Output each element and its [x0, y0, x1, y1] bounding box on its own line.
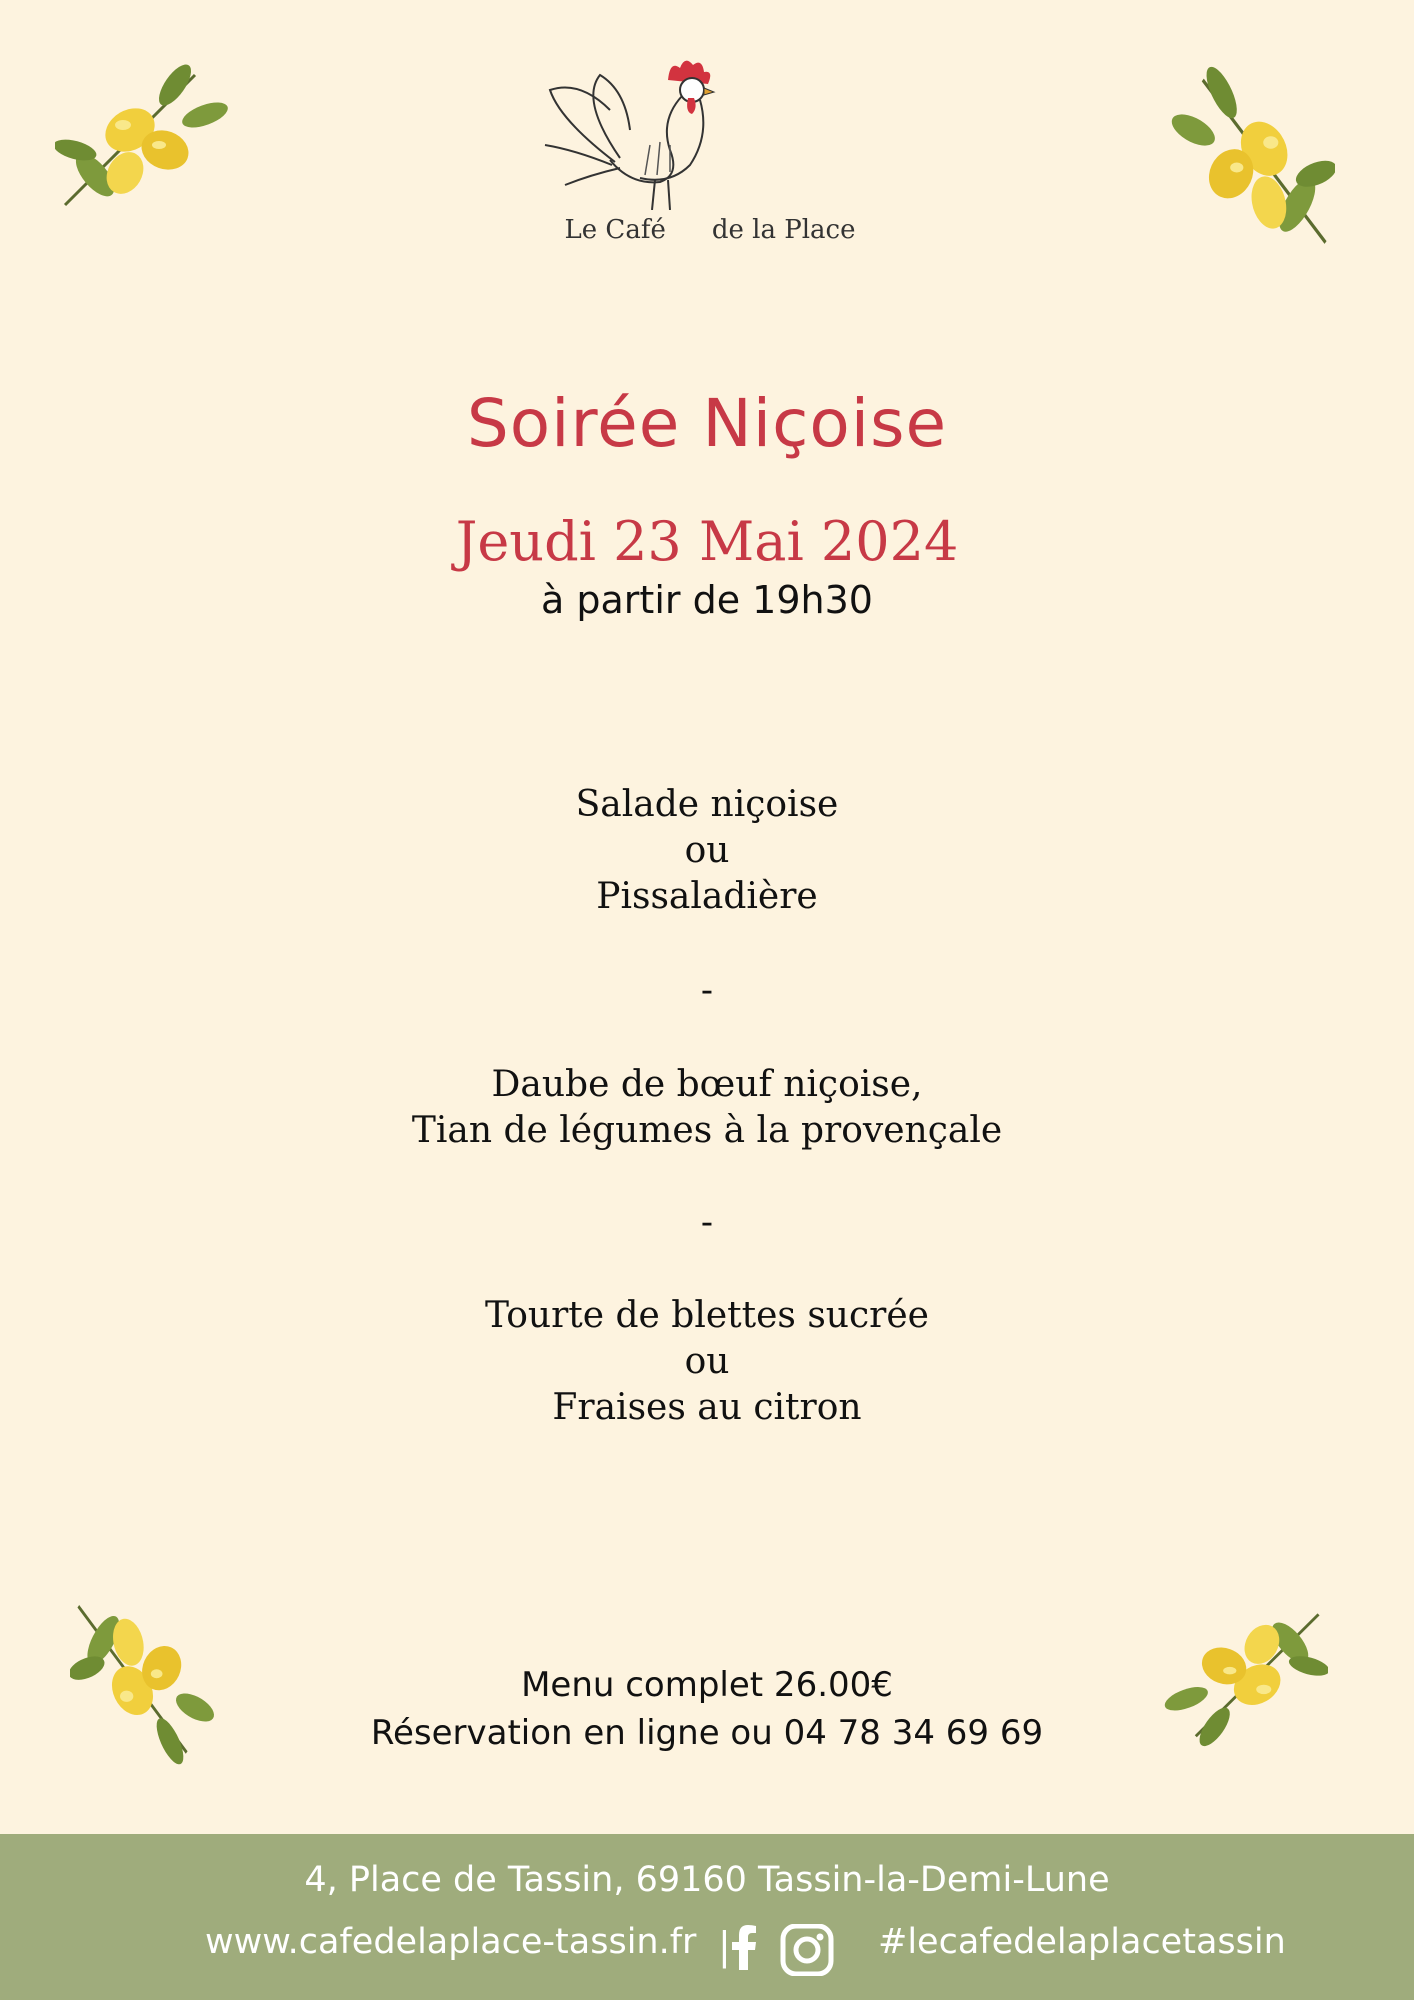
footer-bar	[0, 1834, 1414, 2000]
menu-starters	[0, 782, 1414, 920]
facebook-link[interactable]	[718, 1924, 758, 1972]
event-date: Jeudi 23 Mai 2024	[455, 510, 959, 573]
menu-item: Fraises au citron	[552, 1387, 862, 1428]
menu-item: Salade niçoise	[575, 784, 839, 825]
instagram-icon[interactable]	[780, 1924, 836, 1976]
reservation-info: Réservation en ligne ou 04 78 34 69 69	[370, 1713, 1044, 1753]
rooster-icon	[520, 50, 900, 210]
hashtag[interactable]: #lecafedelaplacetassin	[878, 1922, 1286, 1962]
facebook-icon	[730, 1924, 758, 1970]
menu-item: Tourte de blettes sucrée	[485, 1295, 929, 1336]
brand-name	[520, 215, 900, 245]
menu-item: Tian de légumes à la provençale	[411, 1110, 1003, 1151]
menu-separator: -	[700, 1202, 714, 1243]
brand-name-left: Le Café	[564, 215, 666, 245]
brand-name-right: de la Place	[711, 215, 856, 245]
lemon-branch-icon-top-right	[1165, 55, 1335, 255]
lemon-branch-icon-top-left	[55, 55, 235, 215]
menu-separator: -	[700, 970, 714, 1011]
menu-price: Menu complet 26.00€	[521, 1665, 893, 1705]
menu-or: ou	[684, 1341, 730, 1382]
page-title: Soirée Niçoise	[466, 385, 948, 462]
menu-or: ou	[684, 830, 730, 871]
menu-mains	[0, 1062, 1414, 1154]
event-time: à partir de 19h30	[541, 578, 873, 622]
address: 4, Place de Tassin, 69160 Tassin-la-Demi-Lune	[304, 1860, 1110, 1900]
footer-links	[0, 1922, 1414, 1972]
divider: |	[718, 1924, 731, 1968]
menu-item: Pissaladière	[596, 876, 818, 917]
menu-desserts	[0, 1293, 1414, 1431]
logo	[520, 50, 900, 260]
menu-item: Daube de bœuf niçoise,	[491, 1064, 923, 1105]
website-link[interactable]: www.cafedelaplace-tassin.fr	[205, 1922, 697, 1962]
